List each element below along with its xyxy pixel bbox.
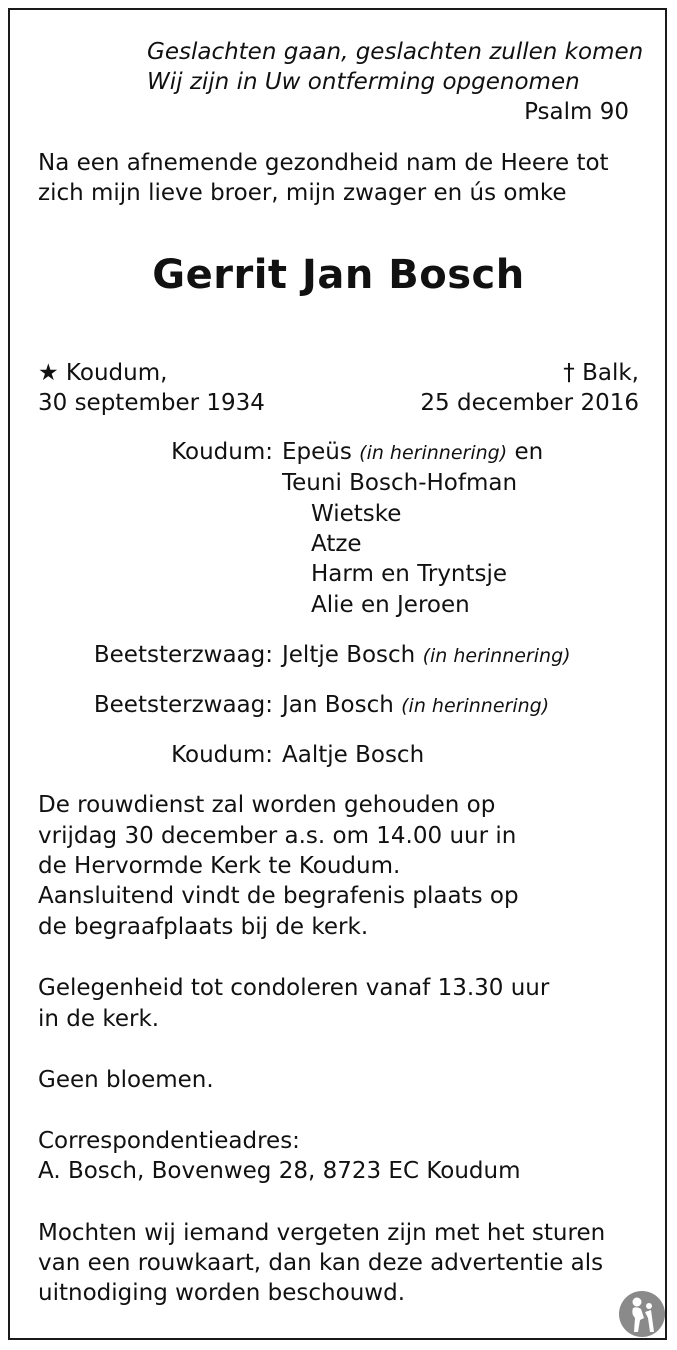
motto-source: Psalm 90 bbox=[524, 99, 629, 125]
service-line: de Hervormde Kerk te Koudum. bbox=[38, 853, 401, 879]
service-line: De rouwdienst zal worden gehouden op bbox=[38, 792, 496, 818]
family-place-beetsterzwaag-2: Beetsterzwaag: bbox=[93, 692, 273, 718]
motto-line-1: Geslachten gaan, geslachten zullen komen bbox=[147, 39, 644, 65]
closing-line: van een rouwkaart, dan kan deze advertentie als bbox=[38, 1250, 604, 1276]
family-place-koudum: Koudum: bbox=[171, 439, 273, 465]
no-flowers: Geen bloemen. bbox=[38, 1067, 214, 1093]
family-child: Wietske bbox=[311, 501, 402, 527]
in-memory-note: (in herinnering) bbox=[401, 695, 550, 717]
closing-line: Mochten wij iemand vergeten zijn met het sturen bbox=[38, 1220, 606, 1246]
death-date: 25 december 2016 bbox=[420, 390, 639, 416]
closing-line: uitnodiging worden beschouwd. bbox=[38, 1280, 406, 1306]
in-memory-note: (in herinnering) bbox=[422, 645, 571, 667]
family-epeus: Epeüs (in herinnering) en bbox=[282, 439, 544, 465]
family-child: Harm en Tryntsje bbox=[311, 561, 508, 587]
family-jan: Jan Bosch (in herinnering) bbox=[282, 692, 550, 718]
condolence-line: in de kerk. bbox=[38, 1006, 160, 1032]
service-line: vrijdag 30 december a.s. om 14.00 uur in bbox=[38, 823, 517, 849]
family-place-beetsterzwaag-1: Beetsterzwaag: bbox=[93, 642, 273, 668]
grief-figure-logo-icon bbox=[618, 1290, 666, 1338]
deceased-name: Gerrit Jan Bosch bbox=[152, 252, 525, 298]
family-child: Alie en Jeroen bbox=[311, 592, 470, 618]
intro-line-1: Na een afnemende gezondheid nam de Heere tot bbox=[38, 150, 609, 176]
correspondence-label: Correspondentieadres: bbox=[38, 1128, 300, 1154]
family-aaltje: Aaltje Bosch bbox=[282, 742, 425, 768]
intro-line-2: zich mijn lieve broer, mijn zwager en ús omke bbox=[38, 180, 567, 206]
family-jeltje: Jeltje Bosch (in herinnering) bbox=[282, 642, 571, 668]
correspondence-address: A. Bosch, Bovenweg 28, 8723 EC Koudum bbox=[38, 1158, 521, 1184]
death-place: † Balk, bbox=[563, 360, 639, 386]
in-memory-note: (in herinnering) bbox=[359, 442, 508, 464]
family-child: Atze bbox=[311, 531, 362, 557]
birth-place: ★ Koudum, bbox=[38, 360, 168, 386]
family-teuni: Teuni Bosch-Hofman bbox=[282, 470, 518, 496]
motto-line-2: Wij zijn in Uw ontferming opgenomen bbox=[147, 69, 580, 95]
family-place-koudum-2: Koudum: bbox=[171, 742, 273, 768]
service-line: Aansluitend vindt de begrafenis plaats op bbox=[38, 883, 519, 909]
service-line: de begraafplaats bij de kerk. bbox=[38, 914, 369, 940]
condolence-line: Gelegenheid tot condoleren vanaf 13.30 uur bbox=[38, 975, 550, 1001]
birth-date: 30 september 1934 bbox=[38, 390, 265, 416]
